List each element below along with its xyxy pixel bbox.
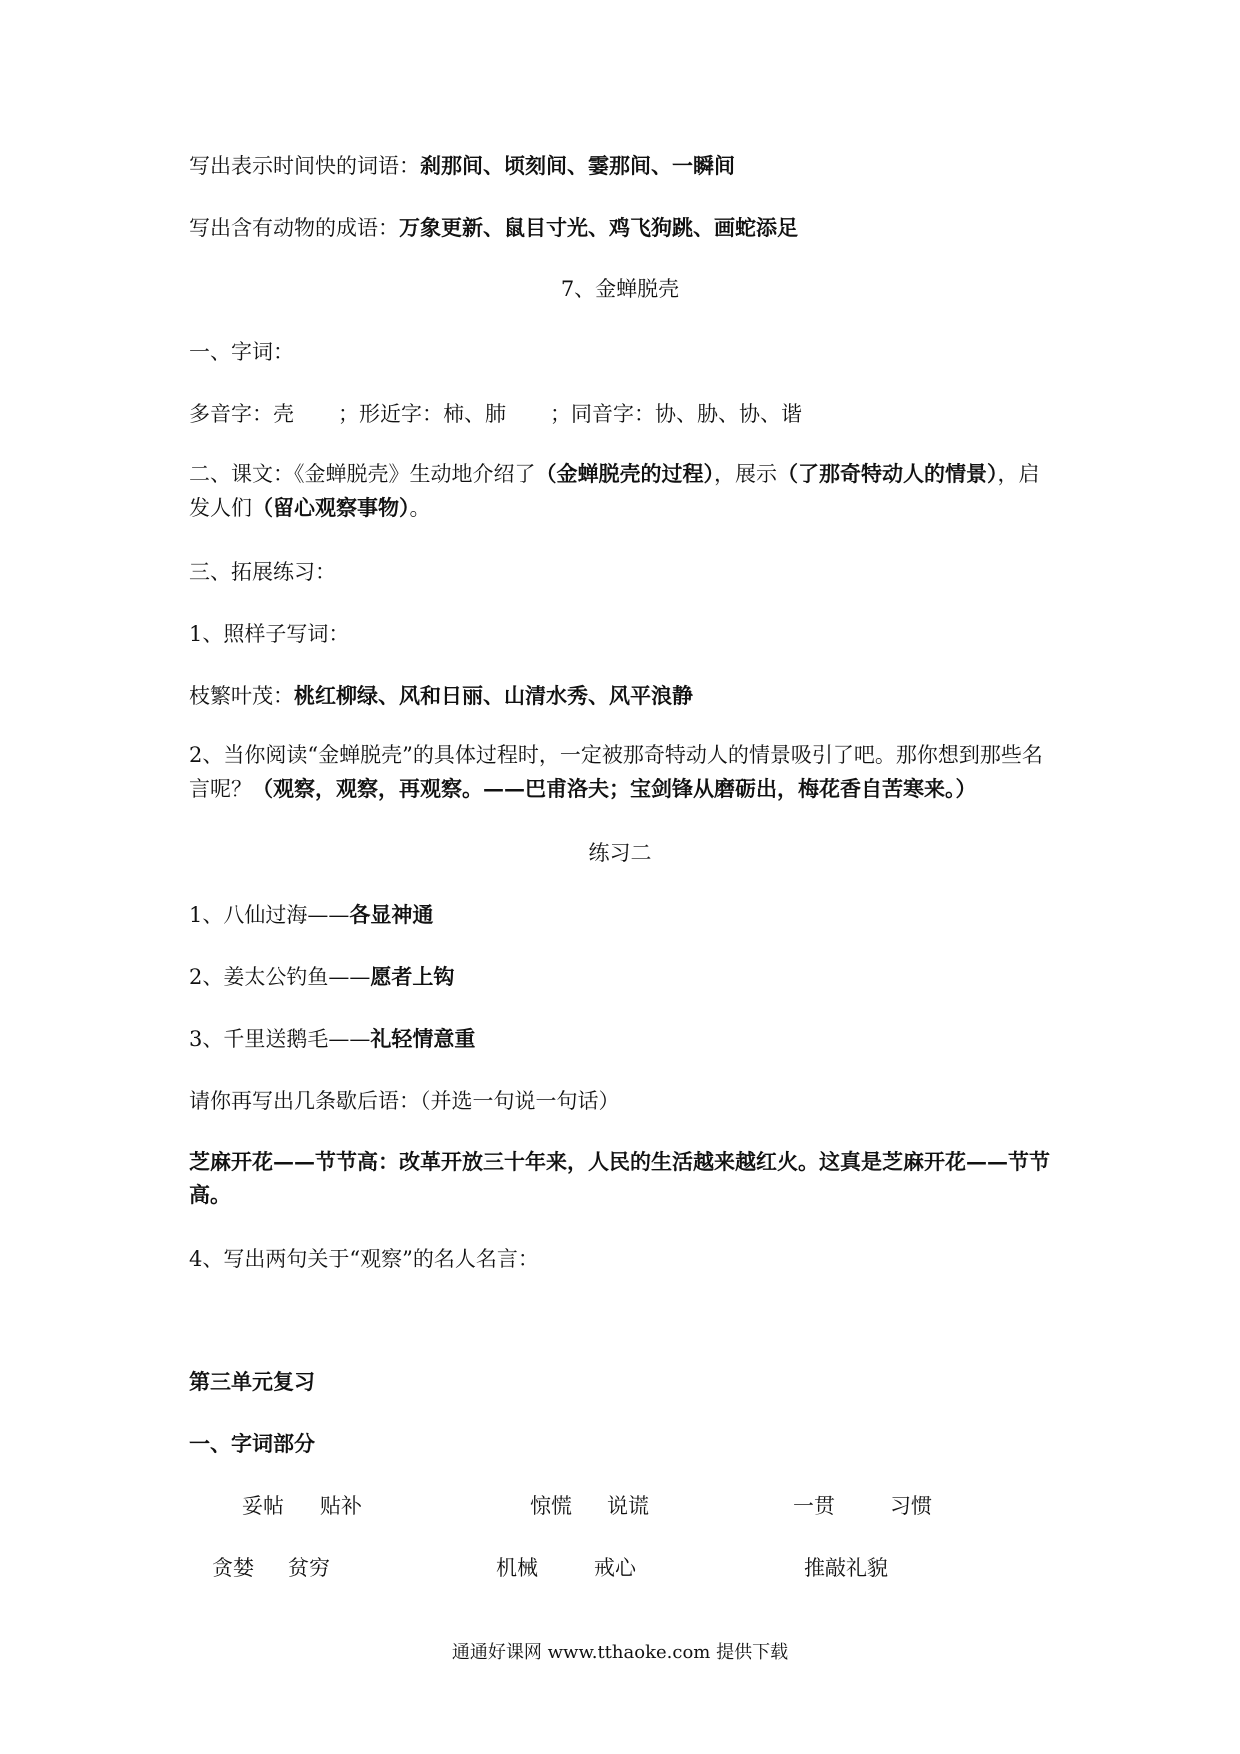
lesson7-section1: 一、字词：	[189, 340, 294, 364]
polyphone: 多音字：壳	[189, 402, 294, 426]
lesson7-section2	[189, 457, 1059, 525]
question1-answer-line	[189, 681, 693, 711]
similar-chars: ；形近字：柿、肺	[338, 402, 506, 426]
q1-answer: 桃红柳绿、风和日丽、山清水秀、风平浪静	[294, 683, 693, 708]
word-item: 惊慌	[530, 1494, 572, 1518]
unit3-title: 第三单元复习	[189, 1369, 315, 1394]
word-item: 一贯	[793, 1494, 835, 1518]
word-item: 妥帖	[242, 1494, 284, 1518]
exercise2-item1	[189, 900, 433, 930]
word-item: 说谎	[607, 1494, 649, 1518]
lesson7-title: 7、金蝉脱壳	[560, 277, 680, 301]
q2-answer: （观察，观察，再观察。——巴甫洛夫；宝剑锋从磨砺出，梅花香自苦寒来。）	[252, 776, 977, 801]
x2-prompt: 2、姜太公钓鱼——	[189, 965, 371, 989]
time-words-label: 写出表示时间快的词语：	[189, 154, 420, 178]
q2-text: 2、当你阅读“金蝉脱壳”的具体过程时，一定被那奇特动人的情景吸引了吧。那你想到那些名言呢？	[189, 743, 1043, 801]
word-item: 贴补	[320, 1494, 362, 1518]
question1: 1、照样子写词：	[189, 622, 350, 646]
exercise2-item3	[189, 1024, 475, 1054]
word-item: 习惯	[890, 1494, 932, 1518]
q1-label: 枝繁叶茂：	[189, 684, 294, 708]
s2-text-a: 二、课文：《金蝉脱壳》生动地介绍了	[189, 462, 536, 486]
s2-text-e: ，启发人们	[189, 462, 1040, 520]
word-item: 贫穷	[288, 1556, 330, 1580]
x3-answer: 礼轻情意重	[370, 1026, 476, 1051]
exercise2-title: 练习二	[588, 841, 652, 865]
s2-answer-b: （金蝉脱壳的过程）	[535, 461, 714, 486]
s2-answer-f: （留心观察事物）	[252, 495, 410, 520]
x1-prompt: 1、八仙过海——	[189, 903, 350, 927]
exercise2-answer: 芝麻开花——节节高：改革开放三十年来，人民的生活越来越红火。这真是芝麻开花——节节高。	[189, 1149, 1050, 1207]
word-item: 贪婪	[212, 1556, 254, 1580]
question2	[189, 739, 1059, 806]
x2-answer: 愿者上钩	[370, 964, 455, 989]
word-item: 推敲礼貌	[804, 1556, 888, 1580]
lesson7-section3: 三、拓展练习：	[189, 560, 336, 584]
animal-idioms-label: 写出含有动物的成语：	[189, 216, 399, 240]
word-item: 戒心	[594, 1556, 636, 1580]
exercise2-item2	[189, 962, 454, 992]
animal-idioms-answer: 万象更新、鼠目寸光、鸡飞狗跳、画蛇添足	[399, 215, 798, 240]
page-footer: 通通好课网 www.tthaoke.com 提供下载	[451, 1642, 789, 1663]
x1-answer: 各显神通	[349, 902, 434, 927]
x3-prompt: 3、千里送鹅毛——	[189, 1027, 371, 1051]
time-words-line	[189, 151, 735, 181]
s2-text-g: 。	[409, 496, 431, 520]
unit3-part1: 一、字词部分	[189, 1431, 315, 1456]
s2-answer-d: （了那奇特动人的情景）	[777, 461, 998, 486]
lesson7-chars-line	[189, 399, 802, 429]
word-item: 机械	[496, 1556, 538, 1580]
exercise2-ask: 请你再写出几条歇后语：（并选一句说一句话）	[189, 1089, 620, 1113]
exercise2-item4: 4、写出两句关于“观察”的名人名言：	[189, 1247, 539, 1271]
time-words-answer: 刹那间、顷刻间、霎那间、一瞬间	[420, 153, 735, 178]
animal-idioms-line	[189, 213, 798, 243]
s2-text-c: ，展示	[714, 462, 777, 486]
homophones: ；同音字：协、胁、协、谐	[550, 402, 802, 426]
